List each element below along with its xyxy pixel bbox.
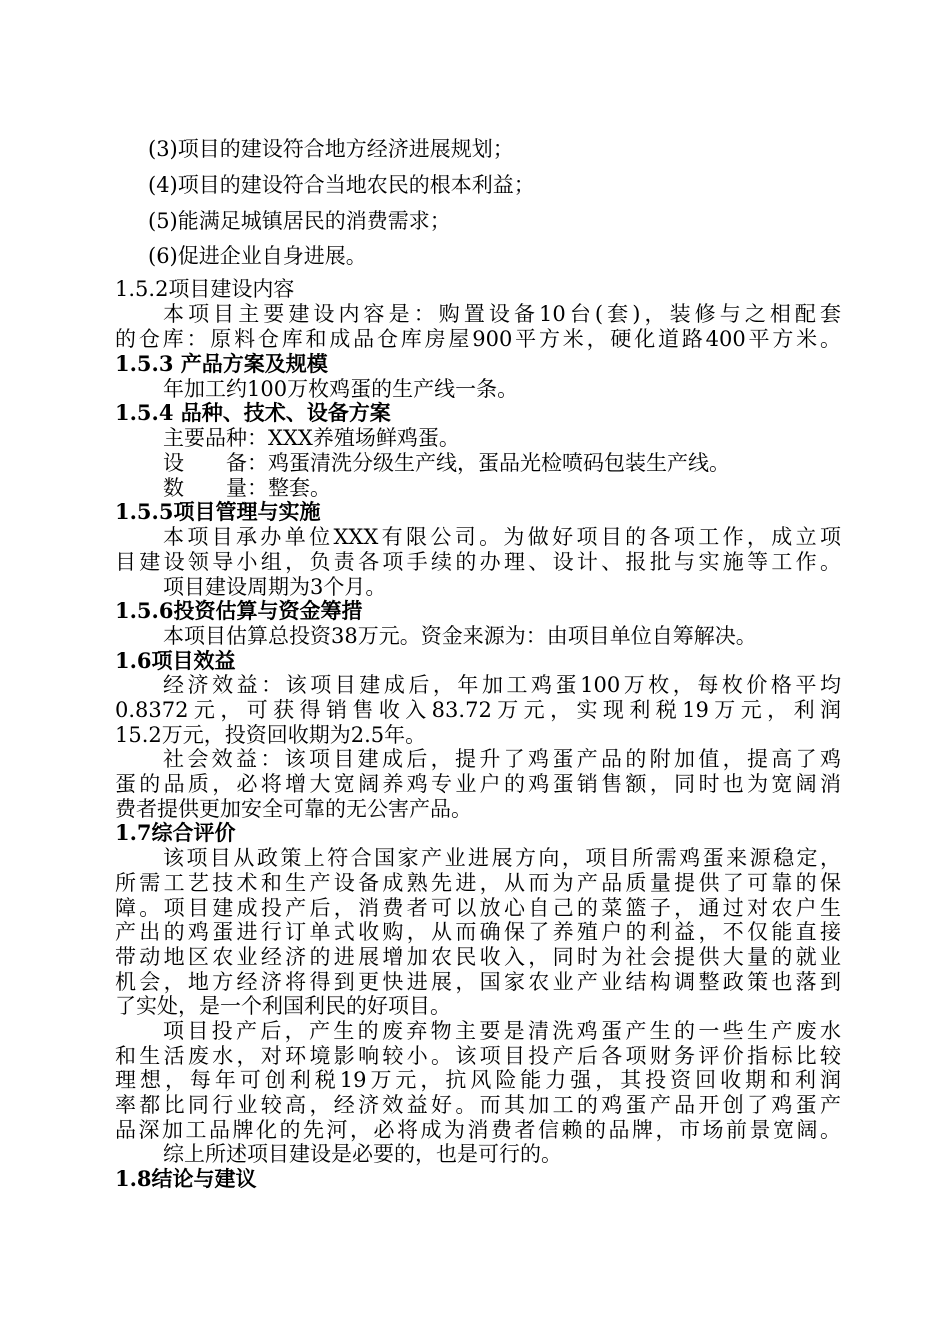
paragraph-line: 该项目从政策上符合国家产业进展方向，项目所需鸡蛋来源稳定， <box>163 846 841 870</box>
paragraph-line: 所需工艺技术和生产设备成熟先进，从而为产品质量提供了可靠的保 <box>115 871 841 895</box>
section-heading-1-5-2: 1.5.2项目建设内容 <box>115 277 295 301</box>
paragraph-line: 理想，每年可创利税19万元，抗风险能力强，其投资回收期和利润 <box>115 1068 841 1092</box>
paragraph-line: 费者提供更加安全可靠的无公害产品。 <box>115 797 472 821</box>
list-item: (6)促进企业自身进展。 <box>148 244 367 268</box>
paragraph-line: 的仓库：原料仓库和成品仓库房屋900平方米，硬化道路400平方米。 <box>115 327 841 351</box>
paragraph-line: 目建设领导小组，负责各项手续的办理、设计、报批与实施等工作。 <box>115 550 841 574</box>
section-heading-1-5-3: 1.5.3 产品方案及规模 <box>115 351 328 376</box>
paragraph-line: 蛋的品质，必将增大宽阔养鸡专业户的鸡蛋销售额，同时也为宽阔消 <box>115 772 841 796</box>
paragraph-line: 经济效益：该项目建成后，年加工鸡蛋100万枚，每枚价格平均 <box>163 673 841 697</box>
section-heading-1-5-4: 1.5.4 品种、技术、设备方案 <box>115 400 391 425</box>
paragraph-line: 本项目主要建设内容是：购置设备10台(套)，装修与之相配套 <box>163 302 841 326</box>
paragraph-line: 主要品种：XXX养殖场鲜鸡蛋。 <box>163 426 460 450</box>
paragraph-line: 障。项目建成投产后，消费者可以放心自己的菜篮子，通过对农户生 <box>115 896 841 920</box>
paragraph-line: 了实处，是一个利国利民的好项目。 <box>115 994 451 1018</box>
paragraph-line: 0.8372元，可获得销售收入83.72万元，实现利税19万元，利润 <box>115 698 841 722</box>
paragraph-line: 综上所述项目建设是必要的，也是可行的。 <box>163 1142 562 1166</box>
paragraph-line: 和生活废水，对环境影响较小。该项目投产后各项财务评价指标比较 <box>115 1044 841 1068</box>
paragraph-line: 本项目估算总投资38万元。资金来源为：由项目单位自筹解决。 <box>163 624 757 648</box>
section-heading-1-5-5: 1.5.5项目管理与实施 <box>115 499 321 524</box>
paragraph-line: 带动地区农业经济的进展增加农民收入，同时为社会提供大量的就业 <box>115 945 841 969</box>
paragraph-line: 数 量：整套。 <box>163 476 331 500</box>
list-item: (5)能满足城镇居民的消费需求； <box>148 209 451 233</box>
paragraph-line: 项目投产后，产生的废弃物主要是清洗鸡蛋产生的一些生产废水 <box>163 1019 841 1043</box>
paragraph-line: 机会，地方经济将得到更快进展，国家农业产业结构调整政策也落到 <box>115 970 841 994</box>
paragraph-line: 产出的鸡蛋进行订单式收购，从而确保了养殖户的利益，不仅能直接 <box>115 920 841 944</box>
paragraph-line: 品深加工品牌化的先河，必将成为消费者信赖的品牌，市场前景宽阔。 <box>115 1118 841 1142</box>
paragraph-line: 率都比同行业较高，经济效益好。而其加工的鸡蛋产品开创了鸡蛋产 <box>115 1093 841 1117</box>
section-heading-1-6: 1.6项目效益 <box>115 648 236 673</box>
section-heading-1-7: 1.7综合评价 <box>115 820 236 845</box>
section-heading-1-8: 1.8结论与建议 <box>115 1166 257 1191</box>
list-item: (4)项目的建设符合当地农民的根本利益； <box>148 173 535 197</box>
paragraph-line: 设 备：鸡蛋清洗分级生产线，蛋品光检喷码包装生产线。 <box>163 451 730 475</box>
paragraph-line: 社会效益：该项目建成后，提升了鸡蛋产品的附加值，提高了鸡 <box>163 747 841 771</box>
paragraph-line: 15.2万元，投资回收期为2.5年。 <box>115 723 427 747</box>
paragraph-line: 本项目承办单位XXX有限公司。为做好项目的各项工作，成立项 <box>163 525 841 549</box>
paragraph-line: 项目建设周期为3个月。 <box>163 575 387 599</box>
section-heading-1-5-6: 1.5.6投资估算与资金筹措 <box>115 598 363 623</box>
list-item: (3)项目的建设符合地方经济进展规划； <box>148 137 514 161</box>
paragraph-line: 年加工约100万枚鸡蛋的生产线一条。 <box>163 377 519 401</box>
